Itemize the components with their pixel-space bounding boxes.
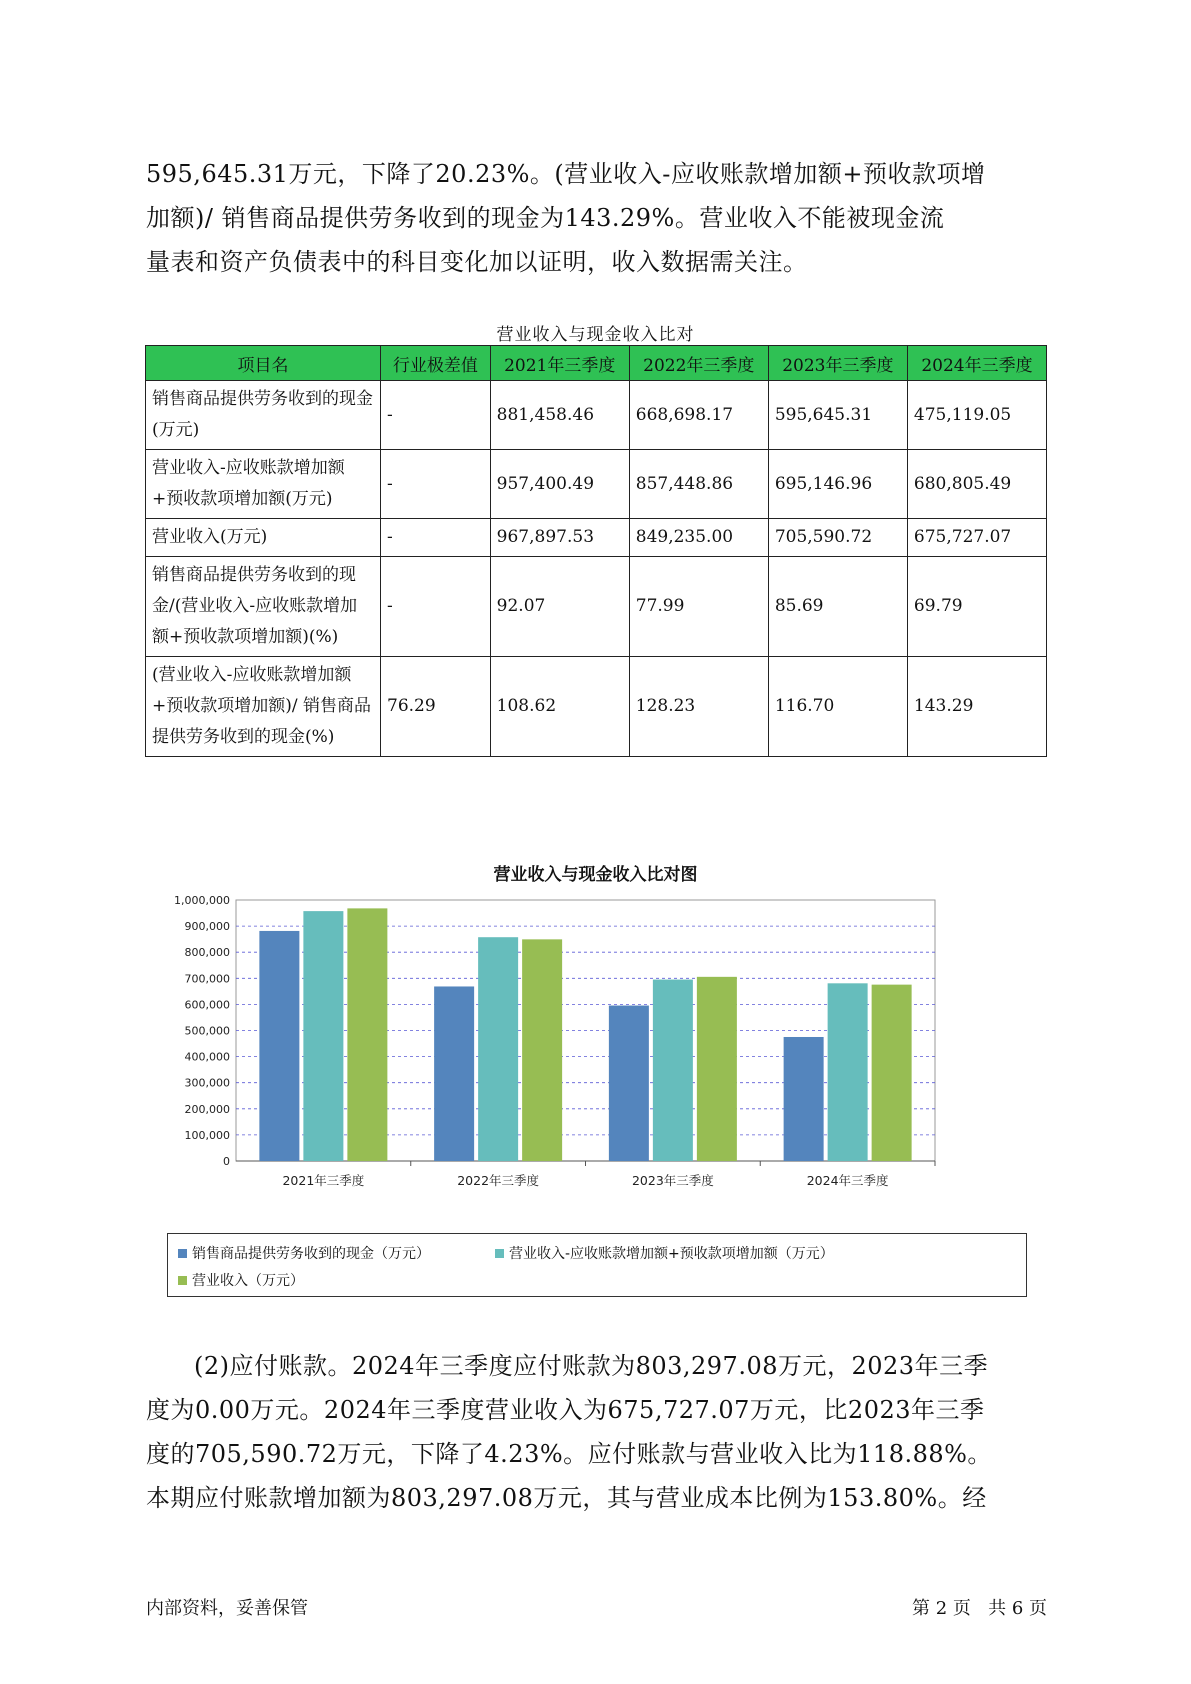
table-cell: 77.99 [629,557,768,657]
y-tick-label: 200,000 [184,1102,230,1116]
table-cell: 76.29 [381,657,491,757]
bar-chart [160,895,1030,1230]
y-tick-label: 700,000 [184,972,230,986]
header-2022q3: 2022年三季度 [629,346,768,381]
header-2021q3: 2021年三季度 [490,346,629,381]
table-cell: 857,448.86 [629,450,768,519]
bar-2-3 [653,980,693,1161]
legend-item-adjusted-revenue [495,1243,834,1263]
bar-3-3 [697,977,737,1161]
bar-1-3 [609,1006,649,1161]
y-tick-label: 500,000 [184,1024,230,1038]
table-cell: 668,698.17 [629,381,768,450]
y-tick-label: 600,000 [184,998,230,1012]
bar-2-4 [828,983,868,1161]
intro-paragraph [146,152,1056,284]
row-label: 营业收入-应收账款增加额+预收款项增加额(万元) [146,450,381,519]
bar-3-4 [872,985,912,1161]
legend-label: 营业收入（万元） [192,1273,304,1289]
bar-1-1 [259,931,299,1161]
body-line: (2)应付账款。2024年三季度应付账款为803,297.08万元，2023年三季 [194,1352,989,1380]
bar-3-1 [347,908,387,1161]
bar-2-1 [303,911,343,1161]
header-2024q3: 2024年三季度 [907,346,1046,381]
y-tick-label: 800,000 [184,946,230,960]
table-cell: 128.23 [629,657,768,757]
table-cell: 680,805.49 [907,450,1046,519]
table-row [146,519,1047,557]
footer-confidential: 内部资料，妥善保管 [146,1598,308,1619]
table-title: 营业收入与现金收入比对 [496,325,695,345]
table-row [146,557,1047,657]
row-label: 销售商品提供劳务收到的现金(万元) [146,381,381,450]
row-label: 营业收入(万元) [146,519,381,557]
table-cell: 143.29 [907,657,1046,757]
table-cell: - [381,381,491,450]
x-tick-label: 2022年三季度 [457,1173,540,1188]
y-tick-label: 900,000 [184,920,230,934]
table-cell: 849,235.00 [629,519,768,557]
row-label: (营业收入-应收账款增加额+预收款项增加额)/ 销售商品提供劳务收到的现金(%) [146,657,381,757]
bar-1-4 [784,1037,824,1161]
body-line: 度为0.00万元。2024年三季度营业收入为675,727.07万元，比2023年三季 [146,1396,985,1424]
table-cell: - [381,519,491,557]
comparison-table [145,345,1047,757]
table-cell: 69.79 [907,557,1046,657]
header-industry-range: 行业极差值 [381,346,491,381]
chart-title: 营业收入与现金收入比对图 [493,865,698,885]
y-tick-label: 400,000 [184,1050,230,1064]
legend-item-revenue [178,1270,304,1290]
y-tick-label: 0 [223,1155,230,1168]
footer-page-number: 第 2 页 共 6 页 [912,1598,1047,1619]
body-line: 度的705,590.72万元，下降了4.23%。应付账款与营业收入比为118.88%。 [146,1440,992,1468]
table-row [146,657,1047,757]
row-label: 销售商品提供劳务收到的现金/(营业收入-应收账款增加额+预收款项增加额)(%) [146,557,381,657]
table-row [146,381,1047,450]
chart-legend [167,1233,1027,1297]
table-cell: 595,645.31 [768,381,907,450]
x-tick-label: 2024年三季度 [806,1173,889,1188]
x-tick-label: 2023年三季度 [631,1173,714,1188]
legend-item-cash [178,1243,430,1263]
body-line: 本期应付账款增加额为803,297.08万元，其与营业成本比例为153.80%。经 [146,1484,987,1512]
x-tick-label: 2021年三季度 [282,1173,365,1188]
table-cell: 957,400.49 [490,450,629,519]
bar-1-2 [434,986,474,1161]
table-cell: 881,458.46 [490,381,629,450]
bar-2-2 [478,937,518,1161]
y-tick-label: 1,000,000 [174,895,230,907]
table-cell: 705,590.72 [768,519,907,557]
y-tick-label: 300,000 [184,1076,230,1090]
table-header-row [146,346,1047,381]
header-2023q3: 2023年三季度 [768,346,907,381]
table-cell: 116.70 [768,657,907,757]
legend-swatch [178,1276,187,1285]
legend-label: 营业收入-应收账款增加额+预收款项增加额（万元） [509,1246,834,1262]
table-cell: 675,727.07 [907,519,1046,557]
intro-line: 加额)/ 销售商品提供劳务收到的现金为143.29%。营业收入不能被现金流 [146,204,945,232]
table-cell: 695,146.96 [768,450,907,519]
table-cell: 85.69 [768,557,907,657]
table-cell: 92.07 [490,557,629,657]
legend-label: 销售商品提供劳务收到的现金（万元） [192,1246,430,1262]
table-cell: 967,897.53 [490,519,629,557]
table-cell: - [381,450,491,519]
header-item-name: 项目名 [146,346,381,381]
table-row [146,450,1047,519]
bar-3-2 [522,939,562,1161]
legend-swatch [178,1249,187,1258]
table-cell: 108.62 [490,657,629,757]
y-tick-label: 100,000 [184,1128,230,1142]
table-cell: 475,119.05 [907,381,1046,450]
payables-paragraph [146,1344,1056,1520]
intro-line: 量表和资产负债表中的科目变化加以证明，收入数据需关注。 [146,248,808,276]
legend-swatch [495,1249,504,1258]
intro-line: 595,645.31万元，下降了20.23%。(营业收入-应收账款增加额+预收款项增 [146,160,986,188]
table-cell: - [381,557,491,657]
